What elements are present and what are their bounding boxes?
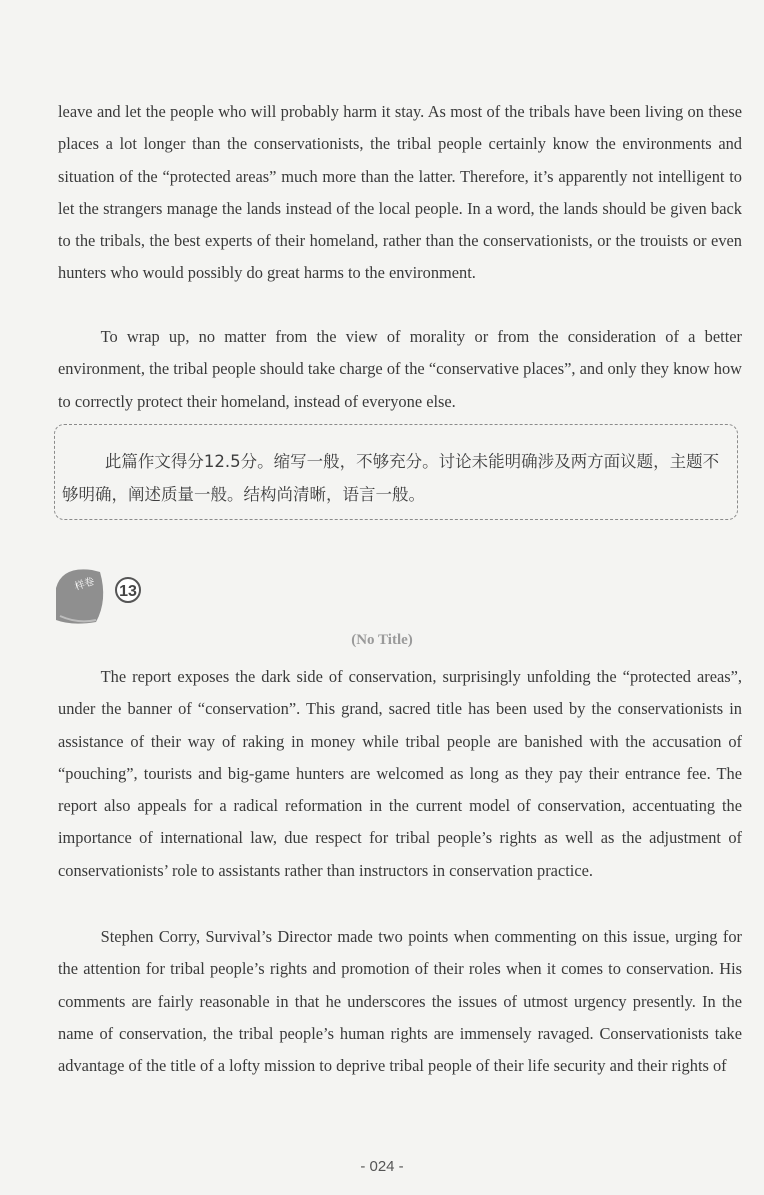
- sample-badge-icon: [52, 560, 162, 632]
- sample-badge-number: 13: [119, 583, 137, 600]
- body-paragraph-3: The report exposes the dark side of conservation, surprisingly unfolding the “protected areas”, under the banner of “conservation”. This grand, sacred title has been used by the conservationists in assistance of their way of raking in money while tribal people are banished with the accusation of “pouching”, tourists and big-game hunters are welcomed as long as they pay their entrance fee. The report also appeals for a radical reformation in the current model of conservation, accentuating the importance of international law, due respect for tribal people’s rights as well as the adjustment of conservationists’ role to assistants rather than instructors in conservation practice.: [58, 667, 742, 880]
- body-paragraph-1: leave and let the people who will probably harm it stay. As most of the tribals have been living on these places a lot longer than the conservationists, the tribal people certainly know the environments and situation of the “protected areas” much more than the latter. Therefore, it’s apparently not intelligent to let the strangers manage the lands instead of the local people. In a word, the lands should be given back to the tribals, the best experts of their homeland, rather than the conservationists, or the trouists or even hunters who would possibly do great harms to the environment.: [58, 102, 742, 283]
- sample-badge-label: 样卷: [73, 576, 96, 593]
- body-paragraph-4: Stephen Corry, Survival’s Director made two points when commenting on this issue, urging for the attention for tribal people’s rights and promotion of their roles when it comes to conservation. His comments are fairly reasonable in that he underscores the issues of utmost urgency presently. In the name of conservation, the tribal people’s human rights are immensely ravaged. Conservationists take advantage of the title of a lofty mission to deprive tribal people of their life security and their rights of: [58, 927, 742, 1076]
- body-paragraph-2: To wrap up, no matter from the view of morality or from the consideration of a better environment, the tribal people should take charge of the “conservative places”, and only they know how to correctly protect their homeland, instead of everyone else.: [58, 327, 742, 411]
- teacher-comment-text: 此篇作文得分12.5分。缩写一般，不够充分。讨论未能明确涉及两方面议题，主题不够明确，阐述质量一般。结构尚清晰，语言一般。: [62, 452, 720, 504]
- page-number: - 024 -: [360, 1158, 404, 1175]
- sample-badge: [52, 560, 162, 632]
- sample-title: (No Title): [351, 632, 413, 648]
